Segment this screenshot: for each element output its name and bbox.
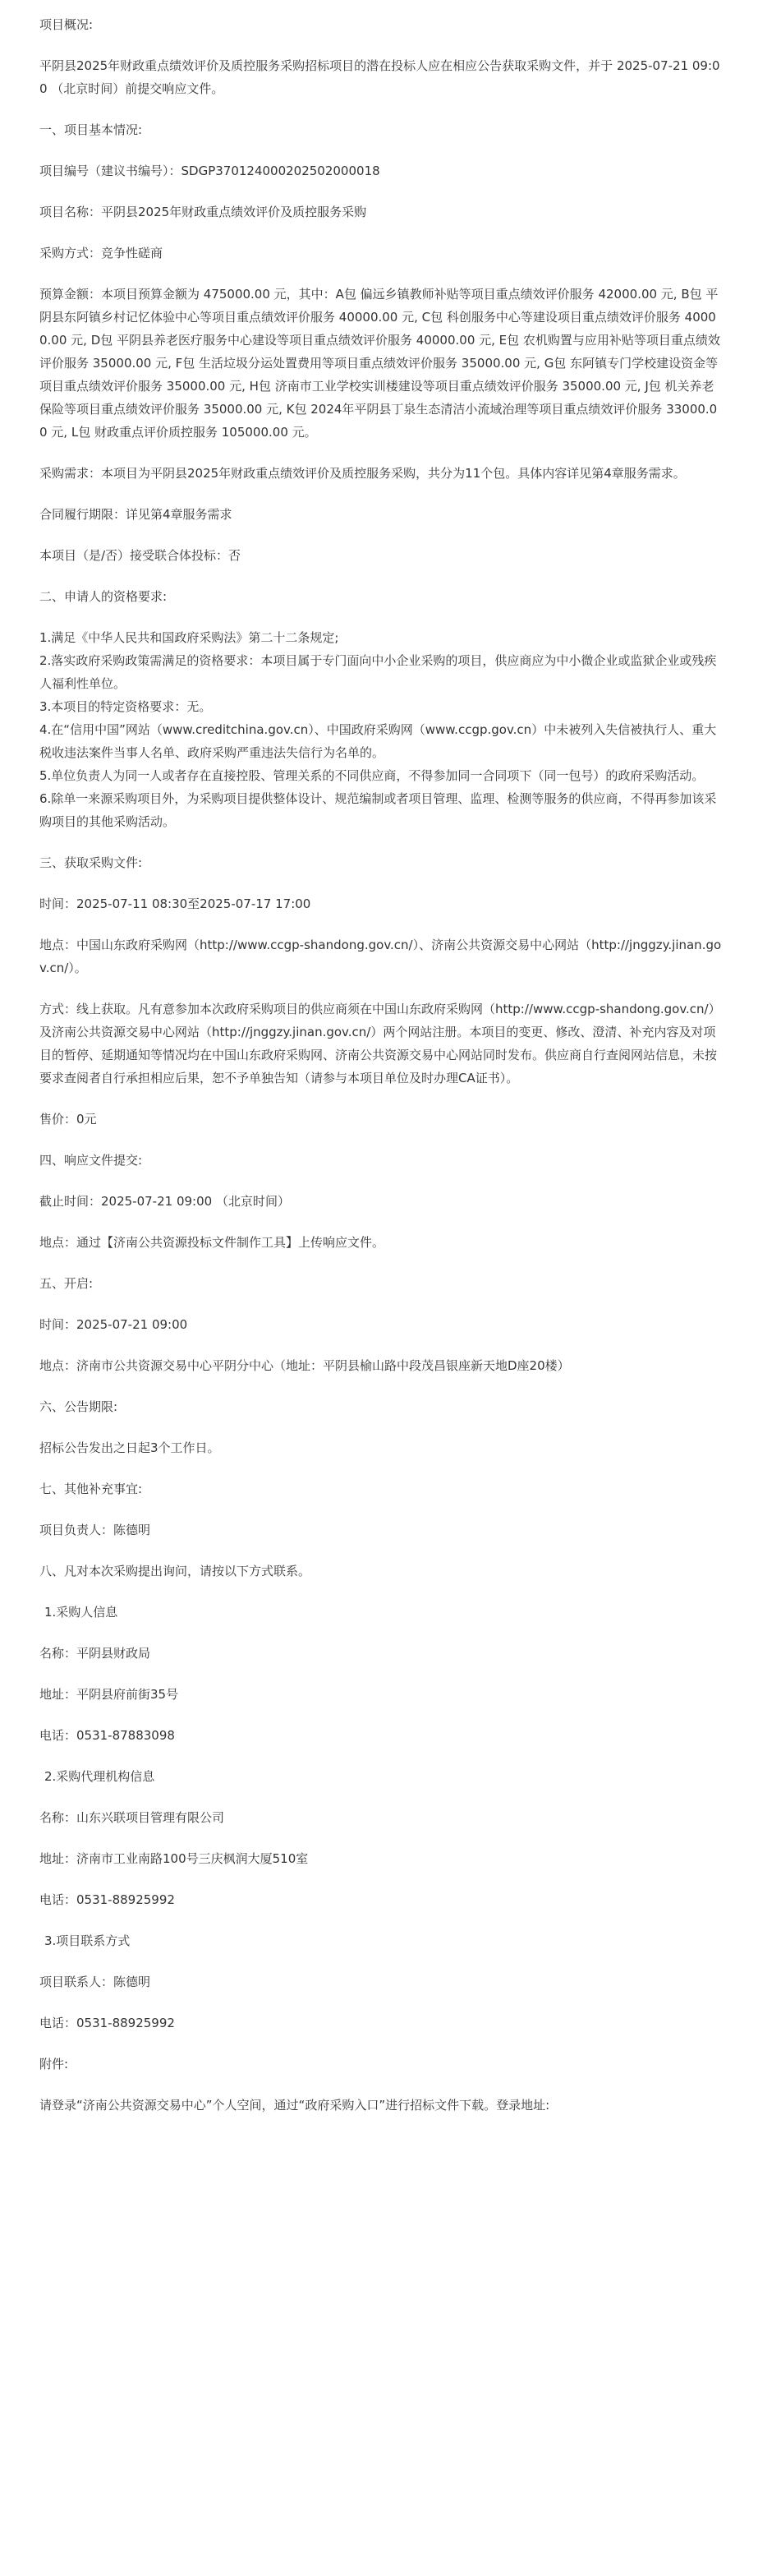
section-5-title: 五、开启: xyxy=(39,1276,94,1291)
obtain-place: 地点：中国山东政府采购网（http://www.ccgp-shandong.gov.cn/）、济南公共资源交易中心网站（http://jnggzy.jinan.gov.cn/）。 xyxy=(39,938,722,975)
contact-phone: 电话：0531-88925992 xyxy=(39,2016,175,2030)
project-lead: 项目负责人：陈德明 xyxy=(39,1523,151,1537)
section-1-title: 一、项目基本情况: xyxy=(39,122,143,137)
buyer-info-title: 1.采购人信息 xyxy=(44,1605,118,1620)
obtain-method: 方式：线上获取。凡有意参加本次政府采购项目的供应商须在中国山东政府采购网（http://www.ccgp-shandong.gov.cn/）及济南公共资源交易中心网站（http://jnggzy.jinan.gov.cn/）两个网站注册。本项目的变更、修改、澄清、补充内容及对项目的暂停、延期通知等情况均在中国山东政府采购网、济南公共资源交易中心网站同时发布。供应商自行查阅网站信息，未按要求查阅者自行承担相应后果，恕不予单独告知（请参与本项目单位及时办理CA证书）。 xyxy=(39,1002,721,1085)
opening-time: 时间：2025-07-21 09:00 xyxy=(39,1317,188,1332)
submission-deadline: 截止时间：2025-07-21 09:00 （北京时间） xyxy=(39,1194,290,1209)
section-7-title: 七、其他补充事宜: xyxy=(39,1482,143,1496)
procurement-demand: 采购需求：本项目为平阴县2025年财政重点绩效评价及质控服务采购，共分为11个包。具体内容详见第4章服务需求。 xyxy=(39,466,686,481)
project-number: 项目编号（建议书编号）：SDGP370124000202502000018 xyxy=(39,164,380,178)
section-6-title: 六、公告期限: xyxy=(39,1399,118,1414)
overview-text: 平阴县2025年财政重点绩效评价及质控服务采购招标项目的潜在投标人应在相应公告获取采购文件，并于 2025-07-21 09:00 （北京时间）前提交响应文件。 xyxy=(39,58,720,96)
project-name: 项目名称：平阴县2025年财政重点绩效评价及质控服务采购 xyxy=(39,205,367,219)
qualification-item: 2.落实政府采购政策需满足的资格要求：本项目属于专门面向中小企业采购的项目，供应商应为中小微企业或监狱企业或残疾人福利性单位。 xyxy=(39,653,717,691)
attachment-label: 附件: xyxy=(39,2057,69,2071)
contact-info-title: 3.项目联系方式 xyxy=(44,1933,131,1948)
section-8-title: 八、凡对本次采购提出询问，请按以下方式联系。 xyxy=(39,1564,311,1578)
qualification-item: 4.在“信用中国”网站（www.creditchina.gov.cn）、中国政府采购网（www.ccgp.gov.cn）中未被列入失信被执行人、重大税收违法案件当事人名单、政府采购严重违法失信行为名单的。 xyxy=(39,722,717,760)
agent-phone: 电话：0531-88925992 xyxy=(39,1892,175,1907)
notice-period: 招标公告发出之日起3个工作日。 xyxy=(39,1440,220,1455)
qualification-item: 1.满足《中华人民共和国政府采购法》第二十二条规定; xyxy=(39,630,339,645)
attachment-text: 请登录“济南公共资源交易中心”个人空间，通过“政府采购入口”进行招标文件下载。登录地址: xyxy=(39,2098,550,2113)
buyer-name: 名称：平阴县财政局 xyxy=(39,1646,151,1661)
qualification-list xyxy=(39,626,722,833)
qualification-item: 5.单位负责人为同一人或者存在直接控股、管理关系的不同供应商，不得参加同一合同项下（同一包号）的政府采购活动。 xyxy=(39,768,705,783)
contract-period: 合同履行期限：详见第4章服务需求 xyxy=(39,507,232,522)
submission-place: 地点：通过【济南公共资源投标文件制作工具】上传响应文件。 xyxy=(39,1235,385,1250)
obtain-time: 时间：2025-07-11 08:30至2025-07-17 17:00 xyxy=(39,896,311,911)
consortium-policy: 本项目（是/否）接受联合体投标：否 xyxy=(39,548,241,563)
contact-person: 项目联系人：陈德明 xyxy=(39,1975,151,1989)
budget-text: 预算金额：本项目预算金额为 475000.00 元，其中：A包 偏远乡镇教师补贴等项目重点绩效评价服务 42000.00 元, B包 平阴县东阿镇乡村记忆体验中心等项目重点绩效评价服务 40000.00 元, C包 科创服务中心等建设项目重点绩效评价服务 40000.00 元, D包 平阴县养老医疗服务中心建设等项目重点绩效评价服务 40000.00 元, E包 农机购置与应用补贴等项目重点绩效评价服务 35000.00 元, F包 生活垃圾分运处置费用等项目重点绩效评价服务 35000.00 元, G包 东阿镇专门学校建设资金等项目重点绩效评价服务 35000.00 元, H包 济南市工业学校实训楼建设等项目重点绩效评价服务 35000.00 元, J包 机关养老保险等项目重点绩效评价服务 35000.00 元, K包 2024年平阴县丁泉生态清洁小流域治理等项目重点绩效评价服务 33000.00 元, L包 财政重点评价质控服务 105000.00 元。 xyxy=(39,287,720,440)
section-3-title: 三、获取采购文件: xyxy=(39,855,143,870)
qualification-item: 6.除单一来源采购项目外，为采购项目提供整体设计、规范编制或者项目管理、监理、检测等服务的供应商，不得再参加该采购项目的其他采购活动。 xyxy=(39,791,717,829)
buyer-address: 地址：平阴县府前街35号 xyxy=(39,1687,179,1702)
section-2-title: 二、申请人的资格要求: xyxy=(39,589,168,604)
buyer-phone: 电话：0531-87883098 xyxy=(39,1728,175,1743)
agent-name: 名称：山东兴联项目管理有限公司 xyxy=(39,1810,225,1825)
agent-address: 地址：济南市工业南路100号三庆枫润大厦510室 xyxy=(39,1851,309,1866)
document-price: 售价：0元 xyxy=(39,1112,97,1127)
overview-label: 项目概况: xyxy=(39,17,94,32)
agent-info-title: 2.采购代理机构信息 xyxy=(44,1769,155,1784)
section-4-title: 四、响应文件提交: xyxy=(39,1153,143,1168)
procurement-method: 采购方式：竞争性磋商 xyxy=(39,246,163,260)
qualification-item: 3.本项目的特定资格要求：无。 xyxy=(39,699,212,714)
opening-place: 地点：济南市公共资源交易中心平阴分中心（地址：平阴县榆山路中段茂昌银座新天地D座20楼） xyxy=(39,1358,570,1373)
